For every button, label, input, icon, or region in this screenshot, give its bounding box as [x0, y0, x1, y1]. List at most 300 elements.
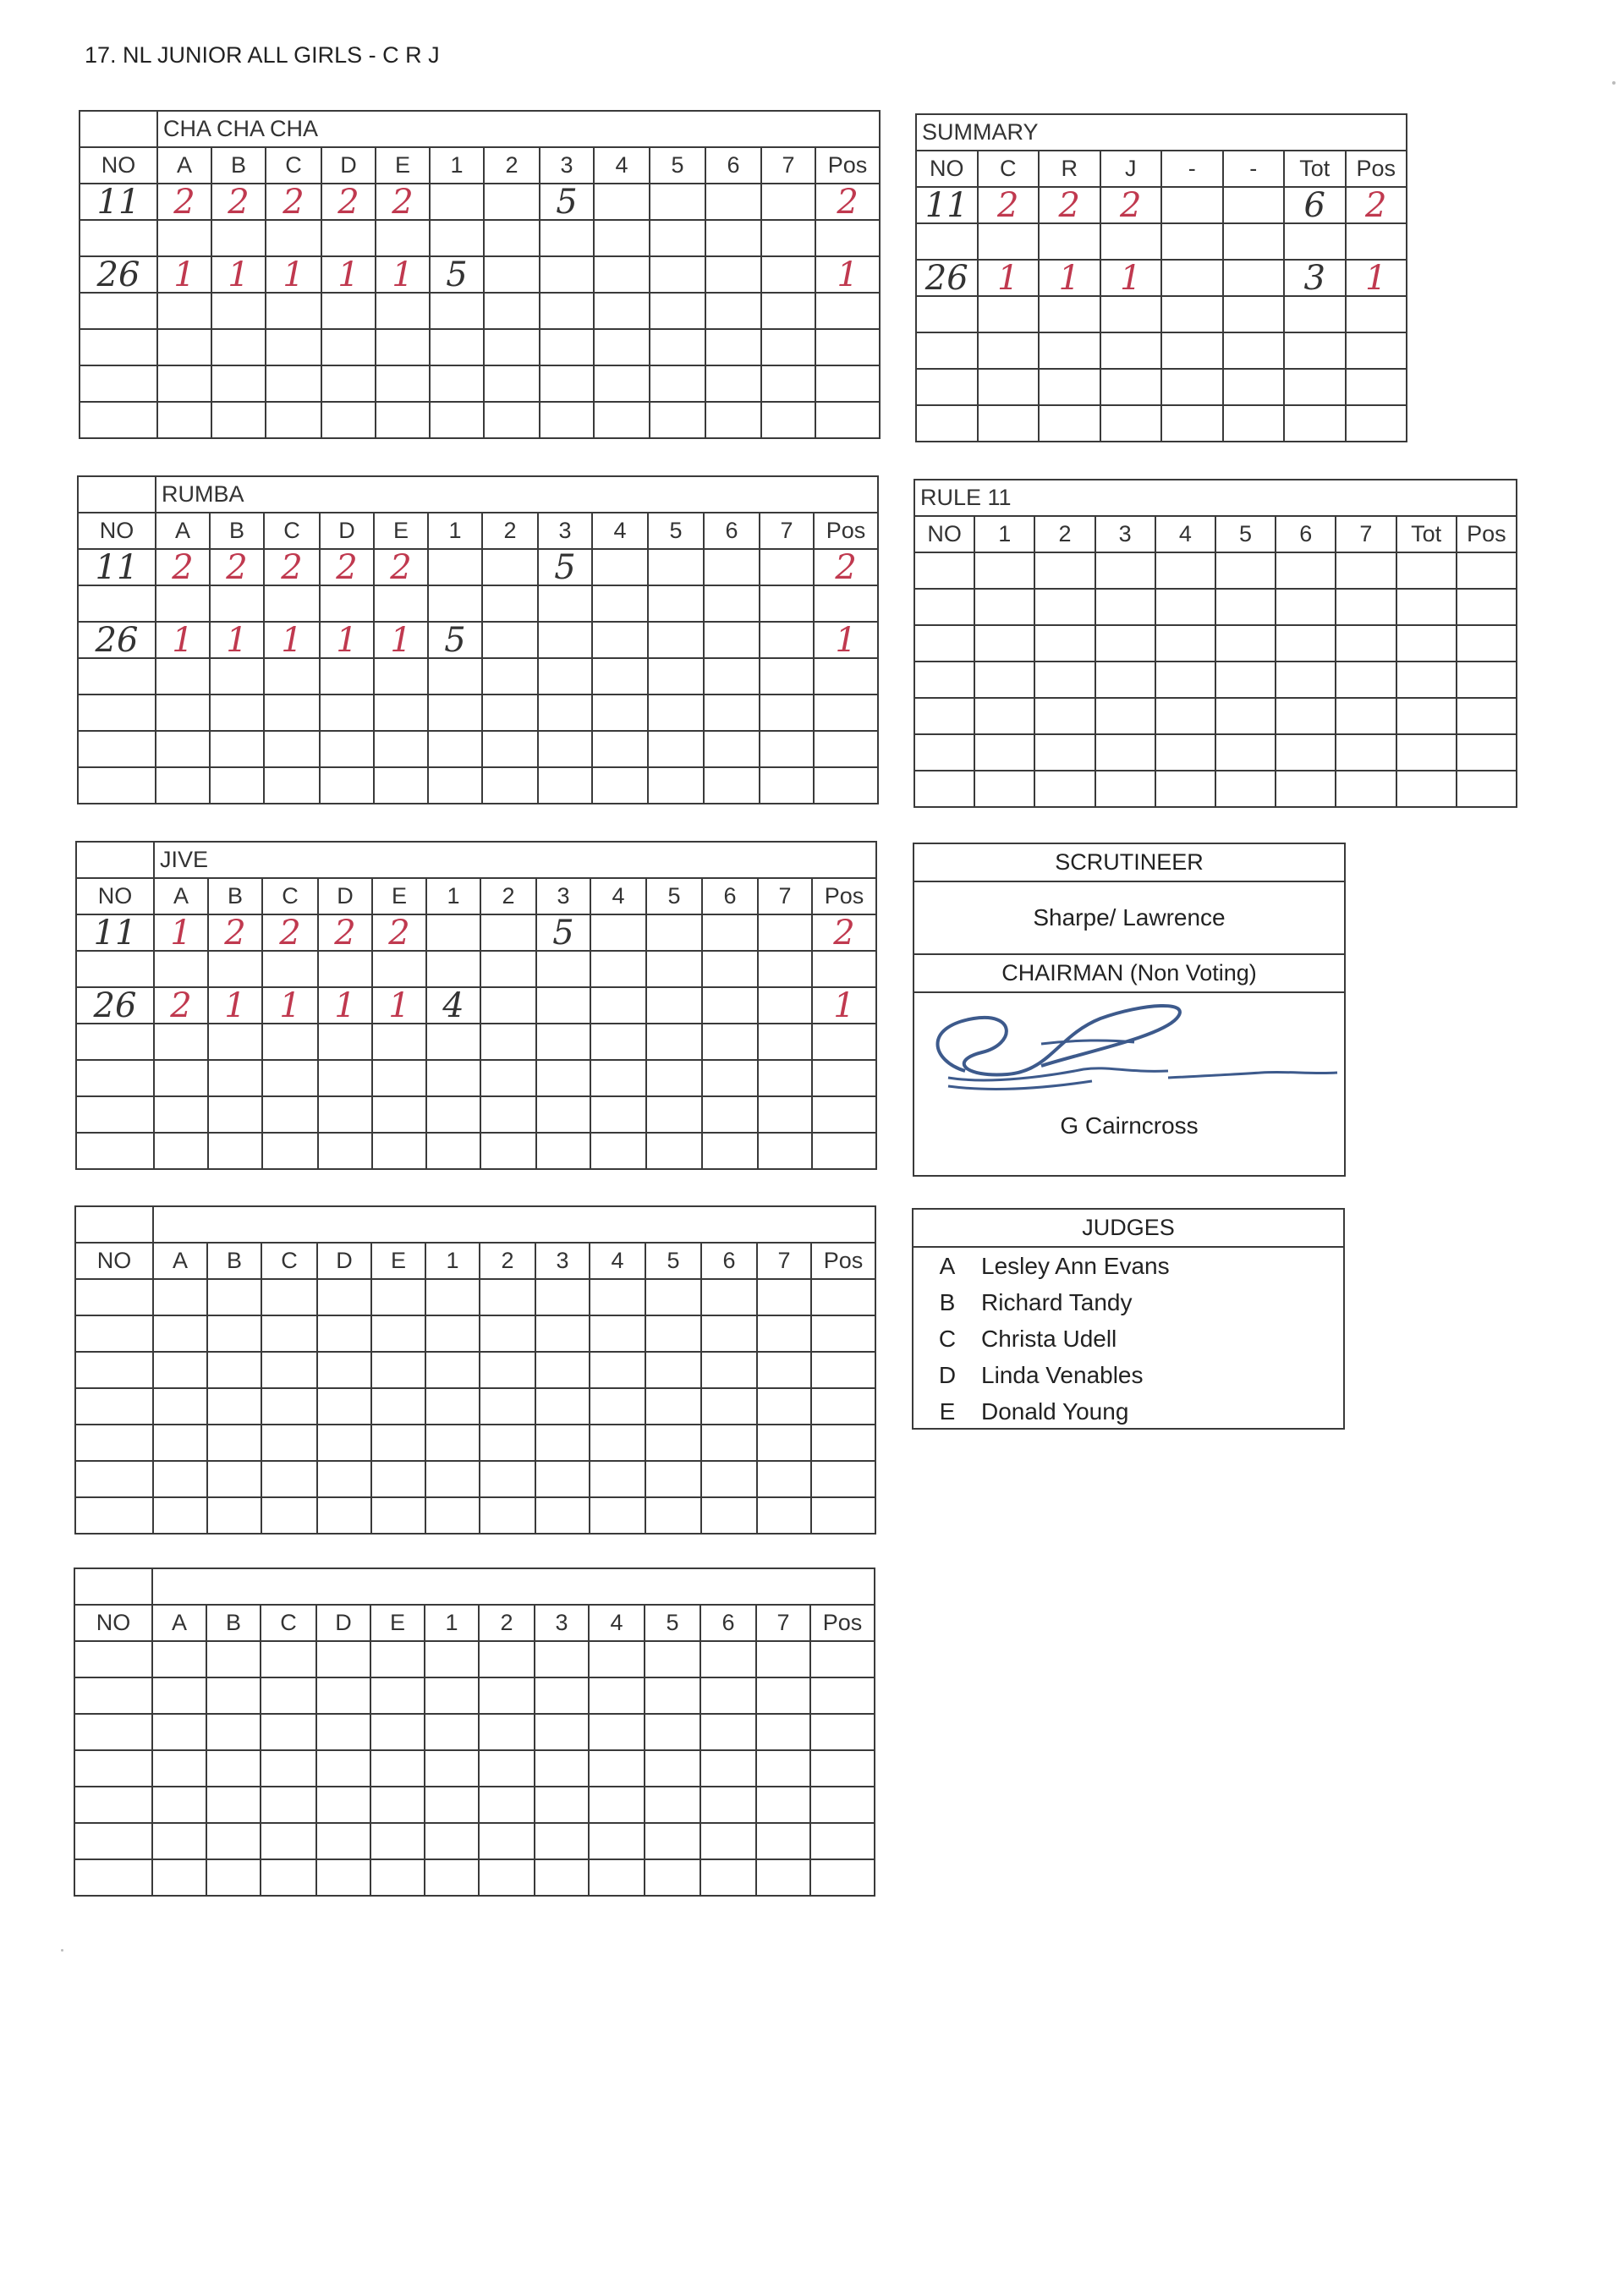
mark-cell — [540, 256, 594, 293]
column-header: D — [318, 878, 372, 914]
mark-cell — [211, 293, 266, 329]
rule11-cell — [1034, 552, 1095, 589]
mark-cell — [261, 1425, 317, 1461]
mark-cell — [701, 1315, 757, 1352]
mark-cell — [646, 1024, 702, 1060]
mark-cell — [589, 1859, 645, 1896]
mark-cell — [372, 1096, 426, 1133]
mark-cell — [645, 1461, 701, 1497]
rule11-cell — [914, 662, 974, 698]
mark-cell — [374, 731, 428, 767]
rule11-column-header: 5 — [1215, 516, 1276, 552]
mark-cell — [370, 1677, 425, 1714]
competitor-number — [76, 1133, 154, 1169]
mark-cell — [535, 1388, 590, 1425]
scrutineer-label: SCRUTINEER — [914, 844, 1344, 882]
handwritten-position: 1 — [835, 622, 857, 658]
summary-cell — [978, 223, 1040, 260]
mark-cell — [318, 1024, 372, 1060]
mark-cell — [207, 1315, 261, 1352]
scrutineer-name: Sharpe/ Lawrence — [914, 882, 1344, 955]
mark-cell — [540, 293, 594, 329]
mark-cell — [540, 329, 594, 365]
summary-cell — [1346, 223, 1407, 260]
mark-cell — [153, 1461, 207, 1497]
table-row — [74, 1750, 875, 1787]
table-row — [80, 365, 880, 402]
mark-cell — [318, 951, 372, 987]
column-header: Pos — [812, 878, 876, 914]
mark-cell — [484, 220, 540, 256]
mark-cell — [207, 1388, 261, 1425]
position-cell — [812, 987, 876, 1024]
rule11-row — [914, 662, 1517, 698]
column-header: 6 — [700, 1605, 756, 1641]
mark-cell — [479, 1787, 535, 1823]
mark-cell — [704, 622, 760, 658]
handwritten-mark: 5 — [552, 914, 574, 951]
handwritten-number: 26 — [96, 256, 140, 293]
mark-cell — [210, 549, 264, 585]
column-header: 2 — [480, 878, 536, 914]
mark-cell — [645, 1787, 700, 1823]
mark-cell — [152, 1714, 206, 1750]
mark-cell — [648, 695, 704, 731]
handwritten-summary-value: 11 — [924, 187, 968, 223]
mark-cell — [266, 365, 321, 402]
handwritten-summary-value: 2 — [1365, 187, 1387, 223]
handwritten-summary-value: 2 — [997, 187, 1019, 223]
mark-cell — [262, 987, 318, 1024]
rule11-cell — [1396, 662, 1457, 698]
mark-cell — [430, 329, 484, 365]
mark-cell — [430, 402, 484, 438]
mark-cell — [264, 622, 320, 658]
title-spacer-cell — [76, 842, 154, 878]
judge-row — [914, 1284, 1343, 1320]
mark-cell — [156, 731, 210, 767]
rule11-column-header: Pos — [1457, 516, 1517, 552]
mark-cell — [207, 1497, 261, 1534]
mark-cell — [264, 549, 320, 585]
column-header: 2 — [484, 147, 540, 184]
mark-cell — [376, 256, 430, 293]
mark-cell — [371, 1497, 425, 1534]
summary-cell — [916, 369, 978, 405]
mark-cell — [266, 402, 321, 438]
mark-cell — [650, 329, 705, 365]
mark-cell — [480, 1133, 536, 1169]
mark-cell — [266, 220, 321, 256]
mark-cell — [700, 1750, 756, 1787]
column-header: 7 — [760, 513, 814, 549]
mark-cell — [702, 1096, 758, 1133]
judge-letter: A — [939, 1253, 956, 1279]
mark-cell — [480, 1024, 536, 1060]
mark-cell — [538, 549, 592, 585]
mark-cell — [157, 184, 211, 220]
position-cell — [814, 767, 878, 804]
rule11-cell — [914, 771, 974, 807]
handwritten-mark: 1 — [172, 622, 194, 658]
mark-cell — [757, 1497, 811, 1534]
mark-cell — [590, 1315, 645, 1352]
summary-row — [916, 187, 1407, 223]
dance-title: JIVE — [154, 842, 876, 878]
mark-cell — [484, 329, 540, 365]
position-cell — [812, 1096, 876, 1133]
column-header: 2 — [479, 1605, 535, 1641]
mark-cell — [428, 658, 482, 695]
rule11-cell — [1396, 625, 1457, 662]
mark-cell — [426, 951, 480, 987]
column-header: D — [321, 147, 376, 184]
mark-cell — [590, 914, 646, 951]
column-header: 3 — [536, 878, 590, 914]
rule11-cell — [1155, 552, 1215, 589]
judge-letter: C — [938, 1326, 957, 1352]
mark-cell — [374, 695, 428, 731]
mark-cell — [650, 184, 705, 220]
mark-cell — [480, 951, 536, 987]
column-header: A — [154, 878, 208, 914]
rule11-cell — [1155, 698, 1215, 734]
table-row — [76, 1096, 876, 1133]
mark-cell — [262, 1096, 318, 1133]
mark-cell — [317, 1497, 371, 1534]
mark-cell — [535, 1352, 590, 1388]
mark-cell — [535, 1859, 589, 1896]
rule11-cell — [1336, 625, 1396, 662]
summary-cell — [1346, 187, 1407, 223]
mark-cell — [705, 184, 761, 220]
mark-cell — [211, 329, 266, 365]
mark-cell — [484, 365, 540, 402]
mark-cell — [428, 695, 482, 731]
summary-cell — [916, 332, 978, 369]
summary-cell — [1223, 405, 1285, 442]
mark-cell — [156, 695, 210, 731]
mark-cell — [425, 1859, 479, 1896]
position-cell — [812, 1060, 876, 1096]
mark-cell — [594, 329, 650, 365]
table-row — [80, 184, 880, 220]
handwritten-mark: 2 — [228, 184, 250, 220]
handwritten-summary-value: 3 — [1303, 260, 1325, 296]
table-row — [78, 622, 878, 658]
column-header: 2 — [480, 1243, 535, 1279]
mark-cell — [376, 329, 430, 365]
mark-cell — [376, 220, 430, 256]
column-header: 3 — [535, 1605, 589, 1641]
table-row — [75, 1279, 875, 1315]
table-row — [74, 1787, 875, 1823]
mark-cell — [645, 1315, 701, 1352]
rule11-column-header: 4 — [1155, 516, 1215, 552]
mark-cell — [425, 1352, 480, 1388]
mark-cell — [592, 695, 648, 731]
mark-cell — [320, 622, 374, 658]
mark-cell — [372, 1060, 426, 1096]
column-header: 3 — [540, 147, 594, 184]
position-cell — [811, 1352, 875, 1388]
column-header: B — [208, 878, 262, 914]
column-header: 6 — [702, 878, 758, 914]
mark-cell — [590, 1096, 646, 1133]
mark-cell — [425, 1750, 479, 1787]
handwritten-mark: 5 — [554, 549, 576, 585]
title-spacer-cell — [74, 1568, 152, 1605]
mark-cell — [701, 1279, 757, 1315]
rule11-row — [914, 625, 1517, 662]
mark-cell — [645, 1388, 701, 1425]
column-header: 4 — [594, 147, 650, 184]
handwritten-mark: 1 — [281, 622, 303, 658]
mark-cell — [480, 1096, 536, 1133]
mark-cell — [154, 951, 208, 987]
mark-cell — [321, 184, 376, 220]
column-header: E — [376, 147, 430, 184]
position-cell — [812, 1133, 876, 1169]
competitor-number — [74, 1714, 152, 1750]
summary-cell — [1346, 369, 1407, 405]
mark-cell — [484, 402, 540, 438]
mark-cell — [590, 951, 646, 987]
mark-cell — [152, 1677, 206, 1714]
mark-cell — [156, 767, 210, 804]
mark-cell — [156, 658, 210, 695]
mark-cell — [482, 549, 538, 585]
mark-cell — [538, 731, 592, 767]
column-header: B — [207, 1243, 261, 1279]
mark-cell — [372, 914, 426, 951]
mark-cell — [207, 1279, 261, 1315]
mark-cell — [208, 1133, 262, 1169]
rule11-cell — [1396, 771, 1457, 807]
column-header: B — [206, 1605, 261, 1641]
mark-cell — [374, 658, 428, 695]
mark-cell — [261, 1677, 316, 1714]
dance-table-rumba — [77, 475, 879, 804]
column-header: B — [210, 513, 264, 549]
summary-cell — [1284, 369, 1346, 405]
mark-cell — [700, 1677, 756, 1714]
mark-cell — [206, 1641, 261, 1677]
summary-column-header: Pos — [1346, 151, 1407, 187]
handwritten-mark: 2 — [283, 184, 304, 220]
rule11-cell — [1034, 698, 1095, 734]
mark-cell — [371, 1388, 425, 1425]
mark-cell — [371, 1461, 425, 1497]
rule11-column-header: 6 — [1276, 516, 1336, 552]
mark-cell — [371, 1279, 425, 1315]
mark-cell — [480, 914, 536, 951]
mark-cell — [207, 1352, 261, 1388]
table-row — [74, 1714, 875, 1750]
position-cell — [815, 365, 880, 402]
competitor-number — [78, 622, 156, 658]
mark-cell — [704, 767, 760, 804]
column-header: B — [211, 147, 266, 184]
mark-cell — [372, 1133, 426, 1169]
mark-cell — [484, 256, 540, 293]
mark-cell — [538, 658, 592, 695]
mark-cell — [700, 1787, 756, 1823]
mark-cell — [261, 1859, 316, 1896]
column-header: 4 — [592, 513, 648, 549]
handwritten-position: 1 — [833, 987, 855, 1024]
handwritten-mark: 4 — [442, 987, 464, 1024]
rule11-column-header: Tot — [1396, 516, 1457, 552]
mark-cell — [590, 1133, 646, 1169]
mark-cell — [535, 1823, 589, 1859]
mark-cell — [700, 1859, 756, 1896]
rule11-cell — [1095, 552, 1155, 589]
mark-cell — [208, 1060, 262, 1096]
summary-row — [916, 223, 1407, 260]
page-title: 17. NL JUNIOR ALL GIRLS - C R J — [85, 42, 440, 68]
mark-cell — [482, 658, 538, 695]
summary-cell — [1284, 260, 1346, 296]
rule11-cell — [1215, 625, 1276, 662]
competitor-number — [78, 585, 156, 622]
mark-cell — [536, 987, 590, 1024]
handwritten-mark: 1 — [226, 622, 248, 658]
mark-cell — [262, 1024, 318, 1060]
mark-cell — [264, 767, 320, 804]
rule11-row — [914, 734, 1517, 771]
mark-cell — [704, 549, 760, 585]
rule11-cell — [1276, 552, 1336, 589]
competitor-number — [74, 1750, 152, 1787]
column-header: 1 — [426, 878, 480, 914]
mark-cell — [426, 1096, 480, 1133]
mark-cell — [211, 220, 266, 256]
mark-cell — [206, 1750, 261, 1787]
mark-cell — [760, 731, 814, 767]
table-row — [78, 767, 878, 804]
summary-cell — [1100, 369, 1162, 405]
mark-cell — [646, 987, 702, 1024]
summary-cell — [1346, 296, 1407, 332]
column-header: 7 — [756, 1605, 810, 1641]
mark-cell — [535, 1750, 589, 1787]
handwritten-mark: 1 — [283, 256, 304, 293]
position-cell — [810, 1823, 875, 1859]
rule11-cell — [1457, 589, 1517, 625]
mark-cell — [206, 1677, 261, 1714]
position-cell — [814, 622, 878, 658]
mark-cell — [261, 1279, 317, 1315]
handwritten-number: 26 — [93, 987, 137, 1024]
handwritten-summary-value: 1 — [997, 260, 1019, 296]
mark-cell — [320, 731, 374, 767]
table-row — [76, 951, 876, 987]
table-row — [75, 1497, 875, 1534]
summary-cell — [978, 296, 1040, 332]
mark-cell — [760, 585, 814, 622]
rule11-cell — [974, 771, 1034, 807]
mark-cell — [480, 1497, 535, 1534]
mark-cell — [645, 1677, 700, 1714]
mark-cell — [535, 1497, 590, 1534]
column-header: NO — [80, 147, 157, 184]
summary-cell — [1223, 260, 1285, 296]
mark-cell — [210, 658, 264, 695]
position-cell — [810, 1677, 875, 1714]
handwritten-mark: 2 — [337, 184, 359, 220]
mark-cell — [536, 1133, 590, 1169]
mark-cell — [484, 184, 540, 220]
position-cell — [815, 256, 880, 293]
rule11-row — [914, 552, 1517, 589]
mark-cell — [152, 1859, 206, 1896]
dance-table-blank-2 — [74, 1568, 875, 1897]
scan-speck — [61, 1949, 63, 1952]
position-cell — [811, 1425, 875, 1461]
mark-cell — [264, 585, 320, 622]
mark-cell — [705, 365, 761, 402]
mark-cell — [210, 767, 264, 804]
mark-cell — [264, 695, 320, 731]
mark-cell — [156, 585, 210, 622]
mark-cell — [702, 1060, 758, 1096]
mark-cell — [316, 1787, 370, 1823]
handwritten-mark: 1 — [279, 987, 301, 1024]
summary-cell — [978, 260, 1040, 296]
rule11-cell — [914, 589, 974, 625]
mark-cell — [425, 1787, 479, 1823]
competitor-number — [75, 1497, 153, 1534]
mark-cell — [589, 1823, 645, 1859]
summary-cell — [1039, 369, 1100, 405]
mark-cell — [535, 1425, 590, 1461]
mark-cell — [425, 1461, 480, 1497]
position-cell — [815, 220, 880, 256]
rule11-cell — [1336, 662, 1396, 698]
mark-cell — [154, 987, 208, 1024]
rule11-cell — [1336, 698, 1396, 734]
mark-cell — [372, 951, 426, 987]
mark-cell — [425, 1425, 480, 1461]
mark-cell — [208, 987, 262, 1024]
rule11-cell — [1095, 625, 1155, 662]
position-cell — [814, 549, 878, 585]
competitor-number — [80, 293, 157, 329]
position-cell — [814, 695, 878, 731]
mark-cell — [266, 184, 321, 220]
position-cell — [810, 1787, 875, 1823]
mark-cell — [758, 951, 812, 987]
rule11-cell — [1095, 734, 1155, 771]
summary-row — [916, 260, 1407, 296]
mark-cell — [760, 549, 814, 585]
mark-cell — [154, 1133, 208, 1169]
mark-cell — [211, 256, 266, 293]
mark-cell — [317, 1279, 371, 1315]
table-row — [78, 731, 878, 767]
handwritten-number: 11 — [95, 549, 139, 585]
competitor-number — [74, 1823, 152, 1859]
rule11-cell — [1155, 589, 1215, 625]
column-header: 5 — [645, 1605, 700, 1641]
title-spacer-cell — [78, 476, 156, 513]
mark-cell — [318, 1096, 372, 1133]
mark-cell — [321, 293, 376, 329]
rule11-cell — [974, 625, 1034, 662]
mark-cell — [425, 1823, 479, 1859]
competitor-number — [78, 695, 156, 731]
